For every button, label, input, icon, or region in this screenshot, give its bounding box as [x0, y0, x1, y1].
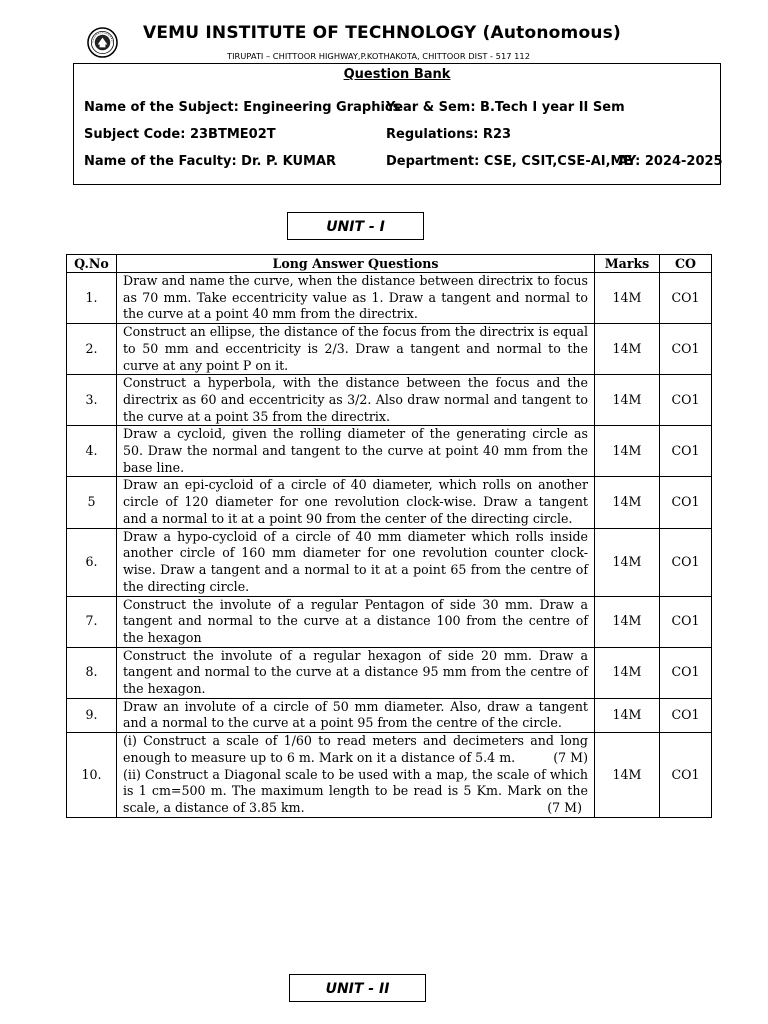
institute-title: VEMU INSTITUTE OF TECHNOLOGY (Autonomous): [143, 23, 621, 43]
question-text: Draw an involute of a circle of 50 mm diameter. Also, draw a tangent and a normal to the curve at a point 95 from the centre of the circle.: [117, 698, 595, 732]
subject-code: Subject Code: 23BTME02T: [84, 127, 276, 142]
table-header-row: [67, 255, 712, 273]
question-co: CO1: [660, 477, 712, 528]
question-number: 2.: [67, 324, 117, 375]
question-text: Construct a hyperbola, with the distance between the focus and the directrix as 60 and eccentricity as 3/2. Also draw normal and tangent to the curve at a point 35 from the directrix.: [117, 375, 595, 426]
table-row: [67, 733, 712, 818]
question-co: CO1: [660, 596, 712, 647]
question-text: [117, 733, 595, 818]
table-row: [67, 698, 712, 732]
question-number: 7.: [67, 596, 117, 647]
year-semester: Year & Sem: B.Tech I year II Sem: [386, 100, 625, 115]
question-co: CO1: [660, 426, 712, 477]
co-header: CO: [660, 255, 712, 273]
institute-logo-emblem: [87, 27, 118, 58]
marks-tag-2: (7 M): [547, 799, 582, 815]
question-text: Draw an epi-cycloid of a circle of 40 diameter, which rolls on another circle of 120 diameter for one revolution clock-wise. Draw a tangent and a normal to it at a point 90 from the center of the directing circle.: [117, 477, 595, 528]
question-text: Construct the involute of a regular Pentagon of side 30 mm. Draw a tangent and normal to the curve at a distance 100 from the centre of the hexagon: [117, 596, 595, 647]
question-text: Draw and name the curve, when the distance between directrix to focus as 70 mm. Take eccentricity value as 1. Draw a tangent and normal to the curve at a point 40 mm from the directrix.: [117, 273, 595, 324]
question-number: 1.: [67, 273, 117, 324]
question-marks: 14M: [595, 375, 660, 426]
question-marks: 14M: [595, 733, 660, 818]
question-text: Construct the involute of a regular hexagon of side 20 mm. Draw a tangent and normal to the curve at a distance 95 mm from the centre of the hexagon.: [117, 647, 595, 698]
question-marks: 14M: [595, 426, 660, 477]
question-marks: 14M: [595, 698, 660, 732]
question-co: CO1: [660, 528, 712, 596]
table-row: [67, 324, 712, 375]
marks-header: Marks: [595, 255, 660, 273]
question-marks: 14M: [595, 528, 660, 596]
marks-tag-1: (7 M): [553, 749, 588, 765]
table-row: [67, 477, 712, 528]
academic-year: AY: 2024-2025: [618, 154, 723, 169]
question-marks: 14M: [595, 596, 660, 647]
question-number: 3.: [67, 375, 117, 426]
question-part-2-text: (ii) Construct a Diagonal scale to be used with a map, the scale of which is 1 cm=500 m. The maximum length to be read is 5 Km. Mark on the scale, a distance of 3.85 km.: [123, 766, 588, 815]
table-row: [67, 426, 712, 477]
table-row: [67, 528, 712, 596]
question-bank-title: Question Bank: [343, 67, 451, 82]
question-marks: 14M: [595, 324, 660, 375]
question-text: Draw a hypo-cycloid of a circle of 40 mm diameter which rolls inside another circle of 160 mm diameter for one revolution counter clock-wise. Draw a tangent and a normal to it at a point 65 from the centre of the directing circle.: [117, 528, 595, 596]
question-co: CO1: [660, 375, 712, 426]
question-part-1-text: (i) Construct a scale of 1/60 to read meters and decimeters and long enough to measure up to 6 m. Mark on it a distance of 5.4 m.: [123, 733, 588, 765]
qno-header: Q.No: [67, 255, 117, 273]
question-marks: 14M: [595, 273, 660, 324]
question-co: CO1: [660, 647, 712, 698]
question-header: Long Answer Questions: [117, 255, 595, 273]
department: Department: CSE, CSIT,CSE-AI,ME: [386, 154, 633, 169]
question-co: CO1: [660, 273, 712, 324]
unit-2-label: UNIT - II: [289, 974, 426, 1002]
question-part-2: [123, 767, 588, 817]
course-info-box: [73, 63, 721, 185]
question-number: 4.: [67, 426, 117, 477]
unit-1-label: UNIT - I: [287, 212, 424, 240]
question-number: 10.: [67, 733, 117, 818]
table-row: [67, 375, 712, 426]
regulations: Regulations: R23: [386, 127, 512, 142]
question-part-1: [123, 733, 588, 766]
table-row: [67, 273, 712, 324]
question-number: 8.: [67, 647, 117, 698]
question-co: CO1: [660, 698, 712, 732]
question-text: Construct an ellipse, the distance of the focus from the directrix is equal to 50 mm and eccentricity is 2/3. Draw a tangent and normal to the curve at any point P on it.: [117, 324, 595, 375]
table-row: [67, 596, 712, 647]
subject-name: Name of the Subject: Engineering Graphics: [84, 100, 401, 115]
question-co: CO1: [660, 733, 712, 818]
faculty-name: Name of the Faculty: Dr. P. KUMAR: [84, 154, 337, 169]
question-text: Draw a cycloid, given the rolling diameter of the generating circle as 50. Draw the normal and tangent to the curve at point 40 mm from the base line.: [117, 426, 595, 477]
questions-table: [66, 254, 712, 818]
question-number: 6.: [67, 528, 117, 596]
question-marks: 14M: [595, 647, 660, 698]
question-number: 9.: [67, 698, 117, 732]
question-marks: 14M: [595, 477, 660, 528]
table-row: [67, 647, 712, 698]
question-number: 5: [67, 477, 117, 528]
question-co: CO1: [660, 324, 712, 375]
institute-address: TIRUPATI – CHITTOOR HIGHWAY,P.KOTHAKOTA, CHITTOOR DIST - 517 112: [227, 51, 530, 61]
